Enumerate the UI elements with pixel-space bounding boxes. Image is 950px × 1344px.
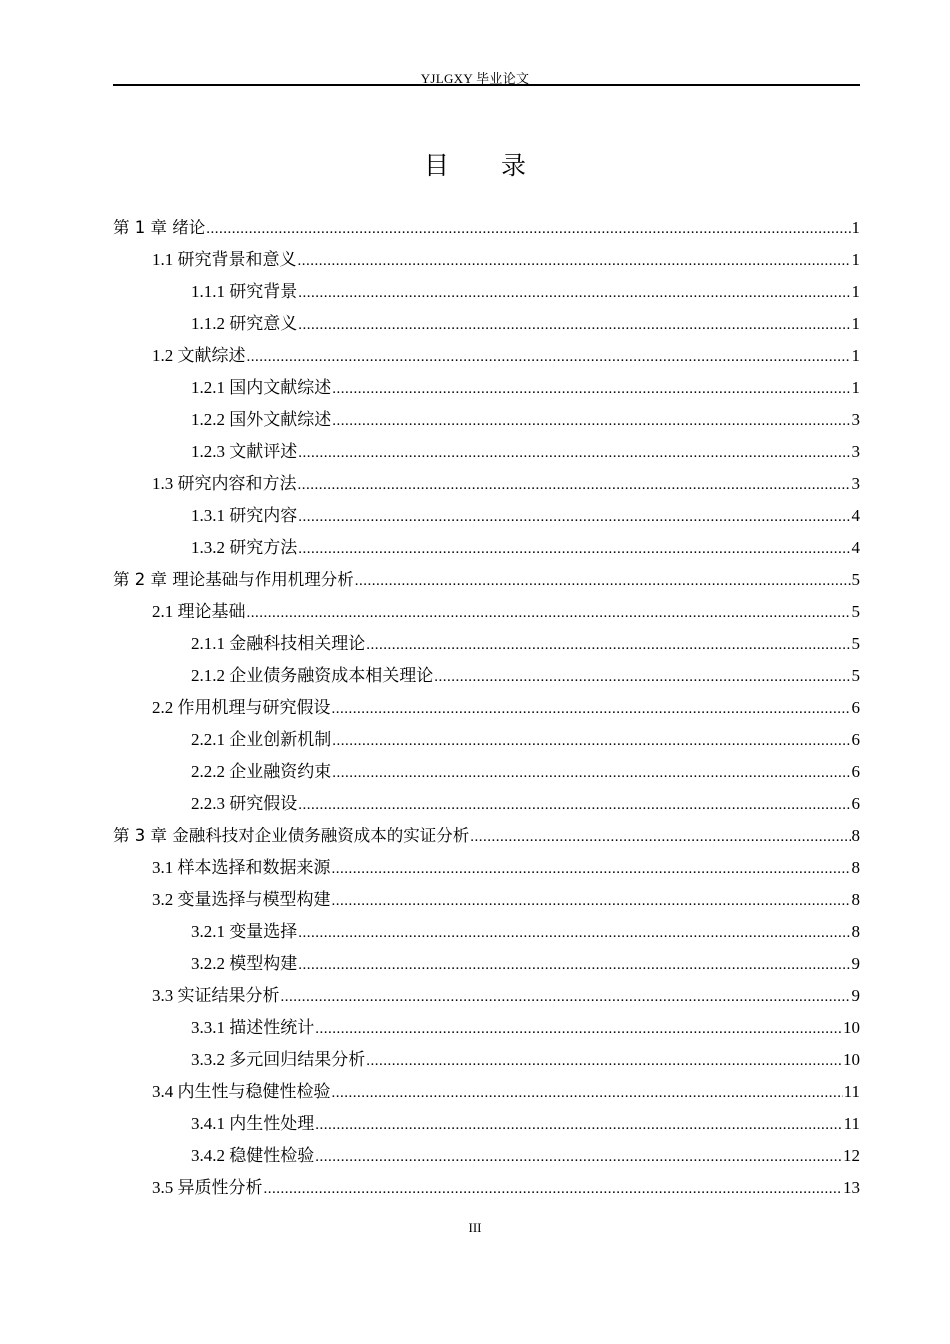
toc-entry[interactable] [113, 692, 860, 724]
toc-entry-label: 第 2 章 理论基础与作用机理分析 [113, 570, 354, 589]
toc-dot-leader [206, 213, 850, 245]
toc-entry-page: 6 [851, 698, 860, 717]
toc-entry-label: 1.2.2 国外文献综述 [191, 410, 332, 429]
toc-entry-label: 2.1.2 企业债务融资成本相关理论 [191, 666, 434, 685]
toc-entry-page: 10 [843, 1018, 860, 1037]
toc-entry-page: 1 [851, 218, 860, 237]
toc-entry[interactable] [113, 340, 860, 372]
toc-entry-label: 3.4.2 稳健性检验 [191, 1146, 315, 1165]
toc-entry-page: 5 [851, 570, 860, 589]
toc-entry-label: 2.2 作用机理与研究假设 [152, 698, 331, 717]
toc-dot-leader [281, 981, 851, 1013]
toc-entry[interactable] [113, 1076, 860, 1108]
toc-dot-leader [332, 1077, 843, 1109]
toc-dot-leader [366, 629, 850, 661]
toc-entry-label: 1.2.1 国内文献综述 [191, 378, 332, 397]
toc-dot-leader [298, 789, 850, 821]
toc-entry-page: 6 [851, 762, 860, 781]
toc-entry[interactable] [113, 724, 860, 756]
toc-entry[interactable] [113, 436, 860, 468]
toc-entry-label: 1.1.1 研究背景 [191, 282, 298, 301]
toc-entry[interactable] [113, 628, 860, 660]
toc-entry-label: 1.3.2 研究方法 [191, 538, 298, 557]
toc-entry[interactable] [113, 468, 860, 500]
toc-entry-label: 3.5 异质性分析 [152, 1178, 263, 1197]
toc-dot-leader [332, 693, 851, 725]
toc-entry-page: 8 [851, 826, 860, 845]
toc-entry-label: 1.3 研究内容和方法 [152, 474, 297, 493]
toc-entry-page: 12 [843, 1146, 860, 1165]
toc-entry[interactable] [113, 1140, 860, 1172]
toc-entry-page: 8 [851, 890, 860, 909]
toc-entry[interactable] [113, 852, 860, 884]
toc-entry-label: 第 1 章 绪论 [113, 218, 206, 237]
toc-entry[interactable] [113, 212, 860, 244]
toc-entry[interactable] [113, 1044, 860, 1076]
toc-entry-page: 11 [843, 1082, 860, 1101]
footer-page-number: III [468, 1220, 482, 1235]
toc-dot-leader [332, 853, 851, 885]
toc-dot-leader [298, 501, 850, 533]
toc-dot-leader [298, 469, 851, 501]
toc-dot-leader [298, 277, 850, 309]
toc-entry-page: 3 [851, 410, 860, 429]
toc-entry-page: 1 [851, 250, 860, 269]
running-header: YJLGXY 毕业论文 [420, 71, 530, 86]
toc-entry[interactable] [113, 756, 860, 788]
toc-entry[interactable] [113, 948, 860, 980]
toc-dot-leader [315, 1013, 842, 1045]
toc-dot-leader [264, 1173, 843, 1205]
toc-dot-leader [247, 597, 851, 629]
toc-entry-page: 9 [851, 986, 860, 1005]
toc-dot-leader [470, 821, 850, 853]
toc-entry-page: 1 [851, 282, 860, 301]
toc-entry-label: 1.2.3 文献评述 [191, 442, 298, 461]
toc-entry-label: 第 3 章 金融科技对企业债务融资成本的实证分析 [113, 826, 470, 845]
toc-entry-label: 2.1.1 金融科技相关理论 [191, 634, 366, 653]
toc-entry-page: 5 [851, 666, 860, 685]
toc-dot-leader [298, 533, 850, 565]
toc-entry[interactable] [113, 1012, 860, 1044]
toc-entry-page: 5 [851, 634, 860, 653]
toc-dot-leader [247, 341, 851, 373]
toc-dot-leader [332, 373, 850, 405]
toc-entry-label: 1.3.1 研究内容 [191, 506, 298, 525]
toc-entry-label: 2.2.2 企业融资约束 [191, 762, 332, 781]
toc-entry-label: 2.2.3 研究假设 [191, 794, 298, 813]
toc-entry[interactable] [113, 308, 860, 340]
toc-entry-page: 1 [851, 314, 860, 333]
toc-entry-label: 3.4 内生性与稳健性检验 [152, 1082, 331, 1101]
toc-entry-page: 6 [851, 730, 860, 749]
toc-entry-page: 8 [851, 922, 860, 941]
toc-entry-page: 8 [851, 858, 860, 877]
toc-entry-label: 3.2 变量选择与模型构建 [152, 890, 331, 909]
toc-entry-page: 1 [851, 378, 860, 397]
toc-entry-label: 3.4.1 内生性处理 [191, 1114, 315, 1133]
header-rule [113, 84, 860, 86]
toc-title: 目 录 [424, 151, 548, 180]
toc-entry[interactable] [113, 564, 860, 596]
toc-entry-label: 1.1 研究背景和意义 [152, 250, 297, 269]
toc-dot-leader [332, 405, 850, 437]
toc-entry-page: 6 [851, 794, 860, 813]
toc-entry-label: 2.1 理论基础 [152, 602, 246, 621]
toc-entry-page: 5 [851, 602, 860, 621]
toc-entry[interactable] [113, 1172, 860, 1204]
toc-entry-page: 10 [843, 1050, 860, 1069]
toc-entry-page: 1 [851, 346, 860, 365]
toc-entry[interactable] [113, 916, 860, 948]
toc-dot-leader [332, 757, 850, 789]
toc-dot-leader [298, 949, 850, 981]
toc-entry-page: 4 [851, 538, 860, 557]
toc-entry-label: 3.3.1 描述性统计 [191, 1018, 315, 1037]
toc-dot-leader [355, 565, 851, 597]
toc-dot-leader [366, 1045, 842, 1077]
toc-entry[interactable] [113, 500, 860, 532]
toc-entry[interactable] [113, 532, 860, 564]
toc-entry-label: 3.2.1 变量选择 [191, 922, 298, 941]
toc-entry[interactable] [113, 596, 860, 628]
toc-entry-label: 1.1.2 研究意义 [191, 314, 298, 333]
toc-entry-page: 13 [843, 1178, 860, 1197]
toc-entry[interactable] [113, 884, 860, 916]
toc-entry-label: 2.2.1 企业创新机制 [191, 730, 332, 749]
toc-entry-label: 3.3 实证结果分析 [152, 986, 280, 1005]
toc-dot-leader [315, 1109, 842, 1141]
toc-entry-label: 3.1 样本选择和数据来源 [152, 858, 331, 877]
toc-entry[interactable] [113, 372, 860, 404]
toc-entry[interactable] [113, 980, 860, 1012]
toc-dot-leader [332, 885, 851, 917]
toc-entry-label: 3.2.2 模型构建 [191, 954, 298, 973]
table-of-contents [113, 212, 860, 1204]
toc-entry[interactable] [113, 660, 860, 692]
toc-entry[interactable] [113, 276, 860, 308]
toc-entry[interactable] [113, 788, 860, 820]
toc-entry-label: 3.3.2 多元回归结果分析 [191, 1050, 366, 1069]
toc-dot-leader [332, 725, 850, 757]
toc-dot-leader [298, 309, 850, 341]
toc-entry-page: 9 [851, 954, 860, 973]
toc-entry[interactable] [113, 1108, 860, 1140]
toc-entry[interactable] [113, 404, 860, 436]
toc-entry[interactable] [113, 244, 860, 276]
toc-entry[interactable] [113, 820, 860, 852]
toc-entry-page: 11 [843, 1114, 860, 1133]
toc-dot-leader [298, 437, 850, 469]
toc-entry-label: 1.2 文献综述 [152, 346, 246, 365]
toc-dot-leader [298, 917, 850, 949]
toc-dot-leader [298, 245, 851, 277]
toc-entry-page: 4 [851, 506, 860, 525]
toc-dot-leader [315, 1141, 842, 1173]
toc-entry-page: 3 [851, 474, 860, 493]
toc-dot-leader [434, 661, 850, 693]
toc-entry-page: 3 [851, 442, 860, 461]
